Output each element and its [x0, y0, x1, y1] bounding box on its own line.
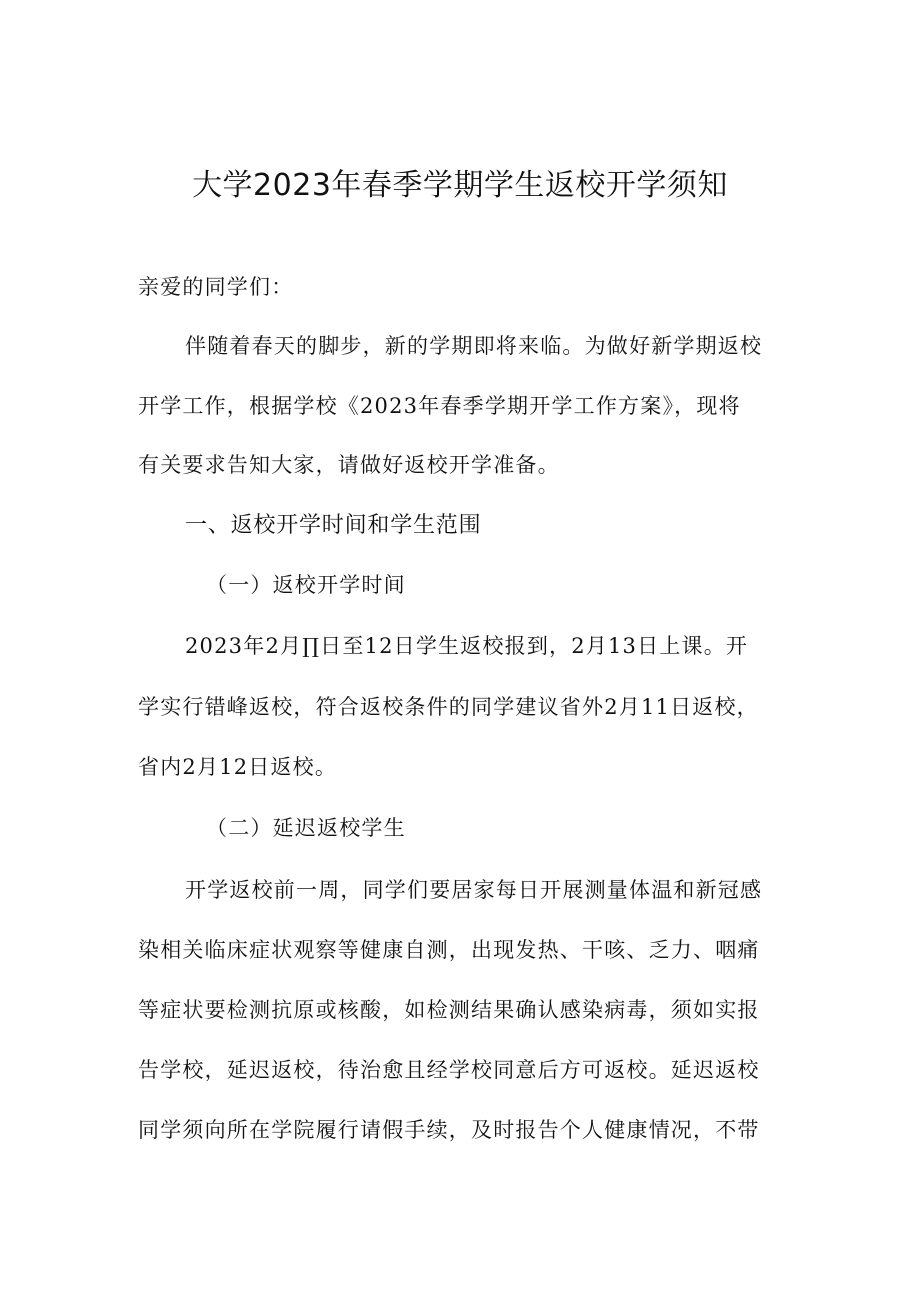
document-title: 大学2023年春季学期学生返校开学须知 — [192, 168, 728, 203]
intro-line-2: 开学工作，根据学校《2023年春季学期开学工作方案》，现将 — [138, 394, 741, 418]
subsection-1-line-2: 学实行错峰返校，符合返校条件的同学建议省外2月11日返校， — [138, 695, 759, 719]
subsection-2-heading: （二）延迟返校学生 — [206, 816, 406, 840]
subsection-2-line-3: 等症状要检测抗原或核酸，如检测结果确认感染病毒，须如实报 — [138, 998, 760, 1022]
subsection-2-line-5: 同学须向所在学院履行请假手续，及时报告个人健康情况，不带 — [138, 1118, 760, 1142]
greeting: 亲爱的同学们： — [138, 275, 294, 299]
subsection-1-heading: （一）返校开学时间 — [206, 573, 406, 597]
intro-line-3: 有关要求告知大家，请做好返校开学准备。 — [138, 453, 560, 477]
subsection-2-line-1: 开学返校前一周，同学们要居家每日开展测量体温和新冠感 — [185, 878, 763, 902]
section-1-heading: 一、返校开学时间和学生范围 — [185, 513, 482, 538]
subsection-2-line-2: 染相关临床症状观察等健康自测，出现发热、干咳、乏力、咽痛 — [138, 938, 760, 962]
subsection-1-line-3: 省内2月12日返校。 — [138, 755, 338, 779]
subsection-1-line-1: 2023年2月∏日至12日学生返校报到，2月13日上课。开 — [185, 634, 749, 658]
intro-line-1: 伴随着春天的脚步，新的学期即将来临。为做好新学期返校 — [185, 334, 763, 358]
subsection-2-line-4: 告学校，延迟返校，待治愈且经学校同意后方可返校。延迟返校 — [138, 1058, 760, 1082]
